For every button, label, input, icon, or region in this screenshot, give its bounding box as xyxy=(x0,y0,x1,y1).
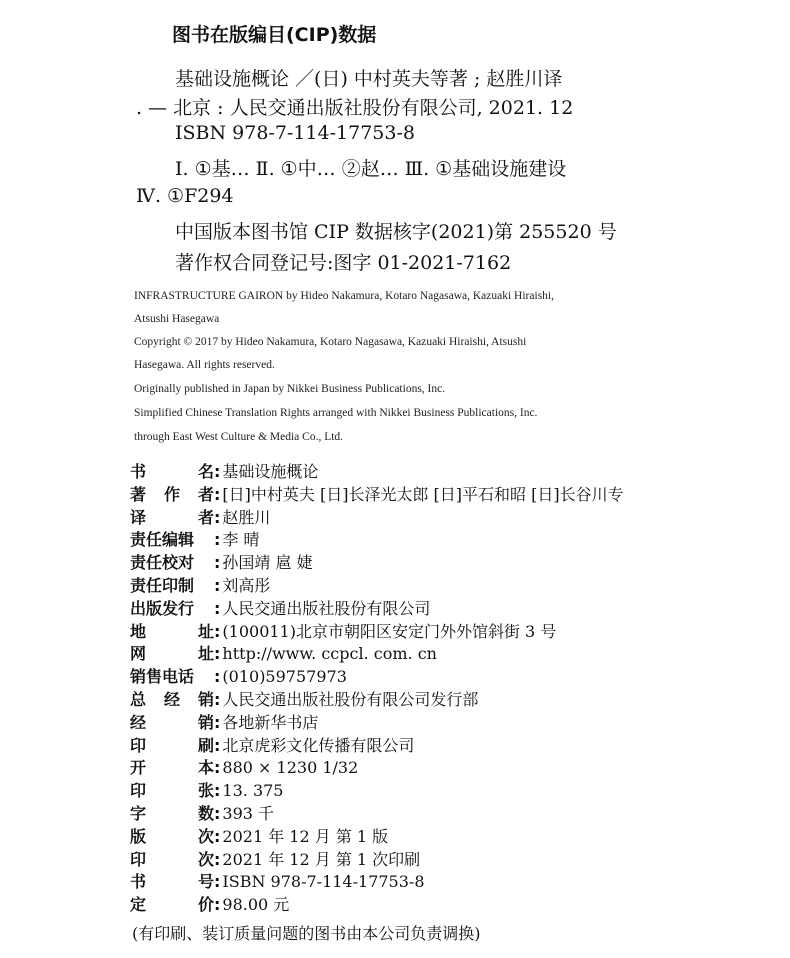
colophon-value: 98.00 元 xyxy=(222,895,290,915)
colophon-separator: : xyxy=(214,735,221,755)
colophon-label-part: 译 xyxy=(130,507,147,527)
colophon-label xyxy=(130,666,214,689)
cip-title: 图书在版编目(CIP)数据 xyxy=(172,24,377,46)
colophon-value: 人民交通出版社股份有限公司发行部 xyxy=(222,689,479,709)
colophon-row xyxy=(130,598,770,621)
english-line: Copyright © 2017 by Hideo Nakamura, Kotaro Nagasawa, Kazuaki Hiraishi, Atsushi xyxy=(134,336,527,348)
colophon-value: 北京虎彩文化传播有限公司 xyxy=(222,735,415,755)
colophon-label xyxy=(130,712,214,735)
quality-note: (有印刷、装订质量问题的图书由本公司负责调换) xyxy=(132,924,481,943)
colophon-separator: : xyxy=(214,462,221,481)
colophon-label xyxy=(130,757,214,780)
cip-number-line: 中国版本图书馆 CIP 数据核字(2021)第 255520 号 xyxy=(175,221,617,243)
colophon-label-part: 开 xyxy=(130,758,147,778)
colophon-separator: : xyxy=(214,849,221,869)
colophon-separator: : xyxy=(214,895,221,915)
colophon-separator: : xyxy=(214,781,221,801)
colophon-label xyxy=(130,575,214,598)
colophon-label-part: 网 xyxy=(130,644,147,664)
english-line: Simplified Chinese Translation Rights arranged with Nikkei Business Publications, Inc. xyxy=(134,407,538,419)
colophon-value: 刘高彤 xyxy=(222,575,271,595)
cip-subject-line: Ⅰ. ①基… Ⅱ. ①中… ②赵… Ⅲ. ①基础设施建设 xyxy=(175,158,567,180)
cip-isbn-line: ISBN 978-7-114-17753-8 xyxy=(175,122,415,144)
colophon-row xyxy=(130,529,770,552)
colophon-label-part: 经 xyxy=(163,689,180,709)
colophon-row xyxy=(130,780,770,803)
colophon-label-part: 定 xyxy=(130,895,147,915)
english-line: through East West Culture & Media Co., Ltd. xyxy=(134,431,344,443)
colophon-label xyxy=(130,484,214,507)
colophon-value: 李 晴 xyxy=(222,530,260,550)
colophon-value: [日]中村英夫 [日]长泽光太郎 [日]平石和昭 [日]长谷川专 xyxy=(222,484,624,504)
colophon-label-part: 印 xyxy=(130,781,147,801)
colophon-label-part: 次 xyxy=(197,826,214,846)
english-line: Atsushi Hasegawa xyxy=(134,313,220,325)
colophon-separator: : xyxy=(214,598,221,618)
colophon-row xyxy=(130,894,770,917)
colophon-row xyxy=(130,735,770,758)
colophon-row xyxy=(130,689,770,712)
colophon-separator: : xyxy=(214,530,221,550)
colophon-row xyxy=(130,826,770,849)
colophon-value: http://www. ccpcl. com. cn xyxy=(222,644,437,664)
colophon-row xyxy=(130,575,770,598)
colophon-label-part: 出版发行 xyxy=(130,598,195,618)
colophon-value: ISBN 978-7-114-17753-8 xyxy=(222,872,425,892)
cip-title-line: 基础设施概论 ／(日) 中村英夫等著 ; 赵胜川译 xyxy=(175,68,563,90)
colophon-separator: : xyxy=(214,553,221,573)
colophon-separator: : xyxy=(214,872,221,892)
english-line: INFRASTRUCTURE GAIRON by Hideo Nakamura, Kotaro Nagasawa, Kazuaki Hiraishi, xyxy=(134,290,554,302)
colophon-label-part: 者 xyxy=(197,484,214,504)
colophon-row xyxy=(130,643,770,666)
colophon-label xyxy=(130,643,214,666)
colophon-separator: : xyxy=(214,621,221,641)
colophon-label-part: 次 xyxy=(197,849,214,869)
colophon-label-part: 价 xyxy=(197,895,214,915)
colophon-row xyxy=(130,552,770,575)
colophon-label-part: 作 xyxy=(163,484,180,504)
colophon-row xyxy=(130,849,770,872)
colophon-label-part: 版 xyxy=(130,826,147,846)
colophon-label xyxy=(130,735,214,758)
colophon-label-part: 印 xyxy=(130,735,147,755)
english-line: Originally published in Japan by Nikkei Business Publications, Inc. xyxy=(134,383,446,395)
colophon-label xyxy=(130,780,214,803)
colophon-separator: : xyxy=(214,689,221,709)
colophon-label-part: 责任编辑 xyxy=(130,530,195,550)
colophon-label-part: 销 xyxy=(197,712,214,732)
colophon-value: 人民交通出版社股份有限公司 xyxy=(222,598,431,618)
colophon-label-part: 书 xyxy=(130,872,147,892)
colophon-value: 13. 375 xyxy=(222,781,284,801)
colophon-value: (100011)北京市朝阳区安定门外外馆斜街 3 号 xyxy=(222,621,557,641)
colophon-label xyxy=(130,689,214,712)
colophon-row xyxy=(130,757,770,780)
colophon-separator: : xyxy=(214,758,221,778)
colophon-label-part: 书 xyxy=(130,462,147,481)
colophon-label-part: 名 xyxy=(197,462,214,481)
colophon-label xyxy=(130,894,214,917)
colophon-separator: : xyxy=(214,484,221,504)
colophon-row xyxy=(130,621,770,644)
colophon-label-part: 本 xyxy=(197,758,214,778)
colophon-label-part: 印 xyxy=(130,849,147,869)
colophon-label xyxy=(130,871,214,894)
colophon-label xyxy=(130,803,214,826)
copyright-registration-line: 著作权合同登记号:图字 01-2021-7162 xyxy=(175,252,512,274)
colophon-label-part: 字 xyxy=(130,803,147,823)
cip-publisher-line: . — 北京 : 人民交通出版社股份有限公司, 2021. 12 xyxy=(136,97,574,119)
colophon-row xyxy=(130,871,770,894)
colophon-value: (010)59757973 xyxy=(222,667,347,687)
colophon-label-part: 刷 xyxy=(197,735,214,755)
colophon-label-part: 号 xyxy=(197,872,214,892)
colophon-label xyxy=(130,826,214,849)
colophon-label-part: 著 xyxy=(130,484,147,504)
colophon-label-part: 者 xyxy=(197,507,214,527)
colophon-value: 基础设施概论 xyxy=(222,462,319,481)
colophon-label-part: 地 xyxy=(130,621,147,641)
colophon-row xyxy=(130,712,770,735)
colophon-value: 赵胜川 xyxy=(222,507,271,527)
colophon-label-part: 责任印制 xyxy=(130,575,195,595)
colophon-label xyxy=(130,552,214,575)
colophon-label xyxy=(130,507,214,530)
colophon-value: 2021 年 12 月 第 1 次印刷 xyxy=(222,849,421,869)
colophon-separator: : xyxy=(214,667,221,687)
colophon-label xyxy=(130,461,214,484)
english-line: Hasegawa. All rights reserved. xyxy=(134,359,275,371)
colophon-label xyxy=(130,529,214,552)
colophon-row xyxy=(130,461,770,484)
colophon-label-part: 张 xyxy=(197,781,214,801)
colophon-value: 393 千 xyxy=(222,803,275,823)
colophon-label xyxy=(130,621,214,644)
colophon-separator: : xyxy=(214,803,221,823)
colophon-row xyxy=(130,484,770,507)
colophon-separator: : xyxy=(214,507,221,527)
colophon-value: 880 × 1230 1/32 xyxy=(222,758,359,778)
colophon-label-part: 销 xyxy=(197,689,214,709)
colophon-separator: : xyxy=(214,826,221,846)
colophon-label-part: 经 xyxy=(130,712,147,732)
colophon-row xyxy=(130,666,770,689)
colophon-row xyxy=(130,803,770,826)
colophon-label-part: 责任校对 xyxy=(130,553,195,573)
colophon-value: 各地新华书店 xyxy=(222,712,319,732)
colophon-table xyxy=(130,461,770,917)
colophon-label-part: 总 xyxy=(130,689,147,709)
colophon-label-part: 数 xyxy=(197,803,214,823)
colophon-label-part: 销售电话 xyxy=(130,667,195,687)
colophon-label-part: 址 xyxy=(197,644,214,664)
colophon-label-part: 址 xyxy=(197,621,214,641)
cip-classification-line: Ⅳ. ①F294 xyxy=(136,185,234,207)
colophon-value: 2021 年 12 月 第 1 版 xyxy=(222,826,389,846)
colophon-value: 孙国靖 扈 婕 xyxy=(222,553,313,573)
colophon-separator: : xyxy=(214,712,221,732)
colophon-separator: : xyxy=(214,575,221,595)
colophon-row xyxy=(130,507,770,530)
colophon-separator: : xyxy=(214,644,221,664)
colophon-label xyxy=(130,598,214,621)
colophon-label xyxy=(130,849,214,872)
